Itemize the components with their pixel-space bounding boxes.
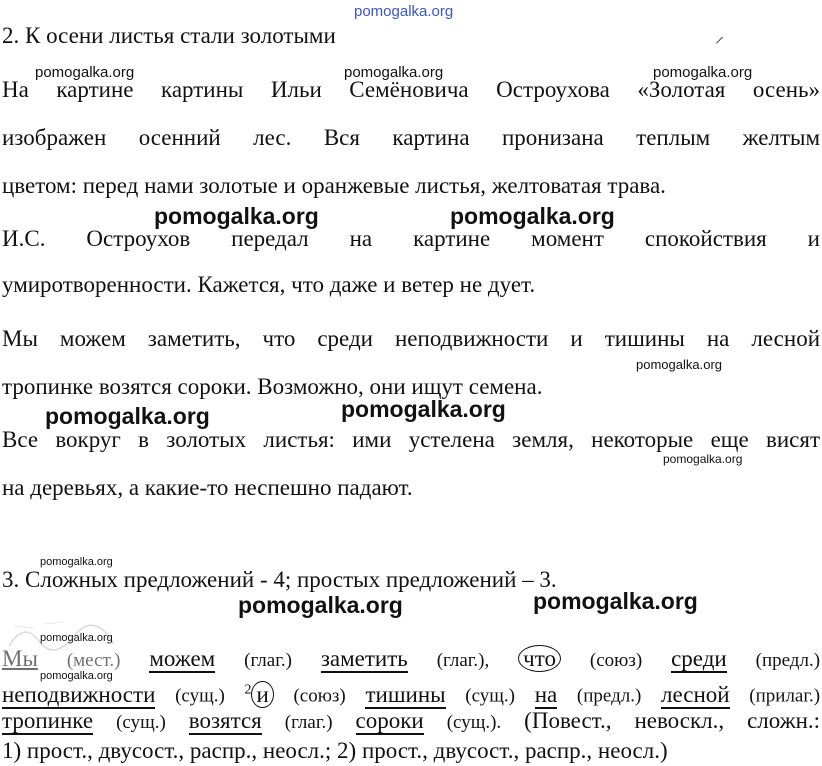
tag: (глаг.),	[436, 650, 490, 671]
watermark: pomogalka.org	[636, 357, 722, 372]
task2-line-3: цветом: перед нами золотые и оранжевые листья, желтоватая трава.	[2, 173, 666, 198]
word: Мы	[2, 646, 38, 671]
superscript: 2	[244, 682, 252, 697]
tag: (сущ.)	[465, 685, 515, 707]
tag: (предл.)	[576, 685, 642, 707]
word-circled: и	[251, 681, 273, 708]
word: тропинке	[2, 708, 94, 733]
word: среди	[671, 646, 727, 671]
word: заметить	[320, 646, 408, 671]
task2-line-1: На картине картины Ильи Семёновича Остроухова «Золотая осень»	[2, 77, 820, 102]
parse-line-3	[2, 707, 820, 737]
task2-line-4: И.С. Остроухов передал на картине момент спокойствия и	[2, 226, 820, 251]
watermark-large: pomogalka.org	[450, 203, 615, 229]
task2-line-8: Все вокруг в золотых листья: ими устелена земля, некоторые еще висят	[2, 427, 820, 452]
parse-line-4: 1) прост., двусост., распр., неосл.; 2) прост., двусост., распр., неосл.)	[2, 738, 668, 763]
sentence-characteristics: (Повест., невоскл., сложн.:	[524, 708, 821, 733]
task2-line-2: изображен осенний лес. Вся картина пронизана теплым желтым	[2, 125, 820, 150]
parse-line-1	[2, 645, 820, 675]
word: неподвижности	[2, 681, 156, 707]
task2-line-9: на деревьях, а какие-то неспешно падают.	[2, 475, 413, 500]
watermark: pomogalka.org	[40, 632, 113, 644]
watermark-large: pomogalka.org	[341, 396, 506, 422]
parse-line-2	[2, 676, 820, 711]
tag: (предл.)	[755, 650, 821, 671]
tag: (сущ.)	[175, 685, 225, 707]
word: лесной	[661, 681, 730, 707]
watermark: pomogalka.org	[653, 64, 753, 81]
word-circled: что	[518, 645, 561, 672]
word: на	[534, 681, 558, 707]
tag: (союз)	[293, 685, 346, 707]
pen-mark-icon: ⸝	[715, 26, 724, 46]
watermark: pomogalka.org	[40, 556, 113, 568]
watermark: pomogalka.org	[40, 670, 113, 682]
tag: (мест.)	[66, 650, 121, 671]
watermark-top: pomogalka.org	[354, 3, 454, 20]
watermark-large: pomogalka.org	[533, 588, 698, 614]
watermark-large: pomogalka.org	[154, 203, 319, 229]
word: сороки	[355, 708, 424, 733]
tag: (сущ.)	[116, 712, 166, 733]
task2-line-6: Мы можем заметить, что среди неподвижности и тишины на лесной	[2, 326, 820, 351]
watermark-large: pomogalka.org	[45, 403, 210, 429]
word: можем	[149, 646, 216, 671]
tag: (глаг.)	[244, 650, 292, 671]
tag: (союз)	[589, 650, 643, 671]
watermark-large: pomogalka.org	[238, 592, 403, 618]
task3-heading: 3. Сложных предложений - 4; простых предложений – 3.	[2, 567, 557, 592]
word: возятся	[188, 708, 262, 733]
tag: (прилаг.)	[749, 685, 821, 707]
watermark: pomogalka.org	[663, 452, 743, 466]
watermark: pomogalka.org	[344, 64, 444, 81]
task2-line-5: умиротворенности. Кажется, что даже и ветер не дует.	[2, 272, 536, 297]
tag: (глаг.)	[284, 712, 333, 733]
word: тишины	[365, 681, 446, 707]
watermark: pomogalka.org	[35, 64, 135, 81]
task2-heading: 2. К осени листья стали золотыми	[2, 23, 336, 48]
tag: (сущ.).	[446, 712, 502, 733]
task2-line-7: тропинке возятся сороки. Возможно, они ищут семена.	[2, 374, 543, 399]
